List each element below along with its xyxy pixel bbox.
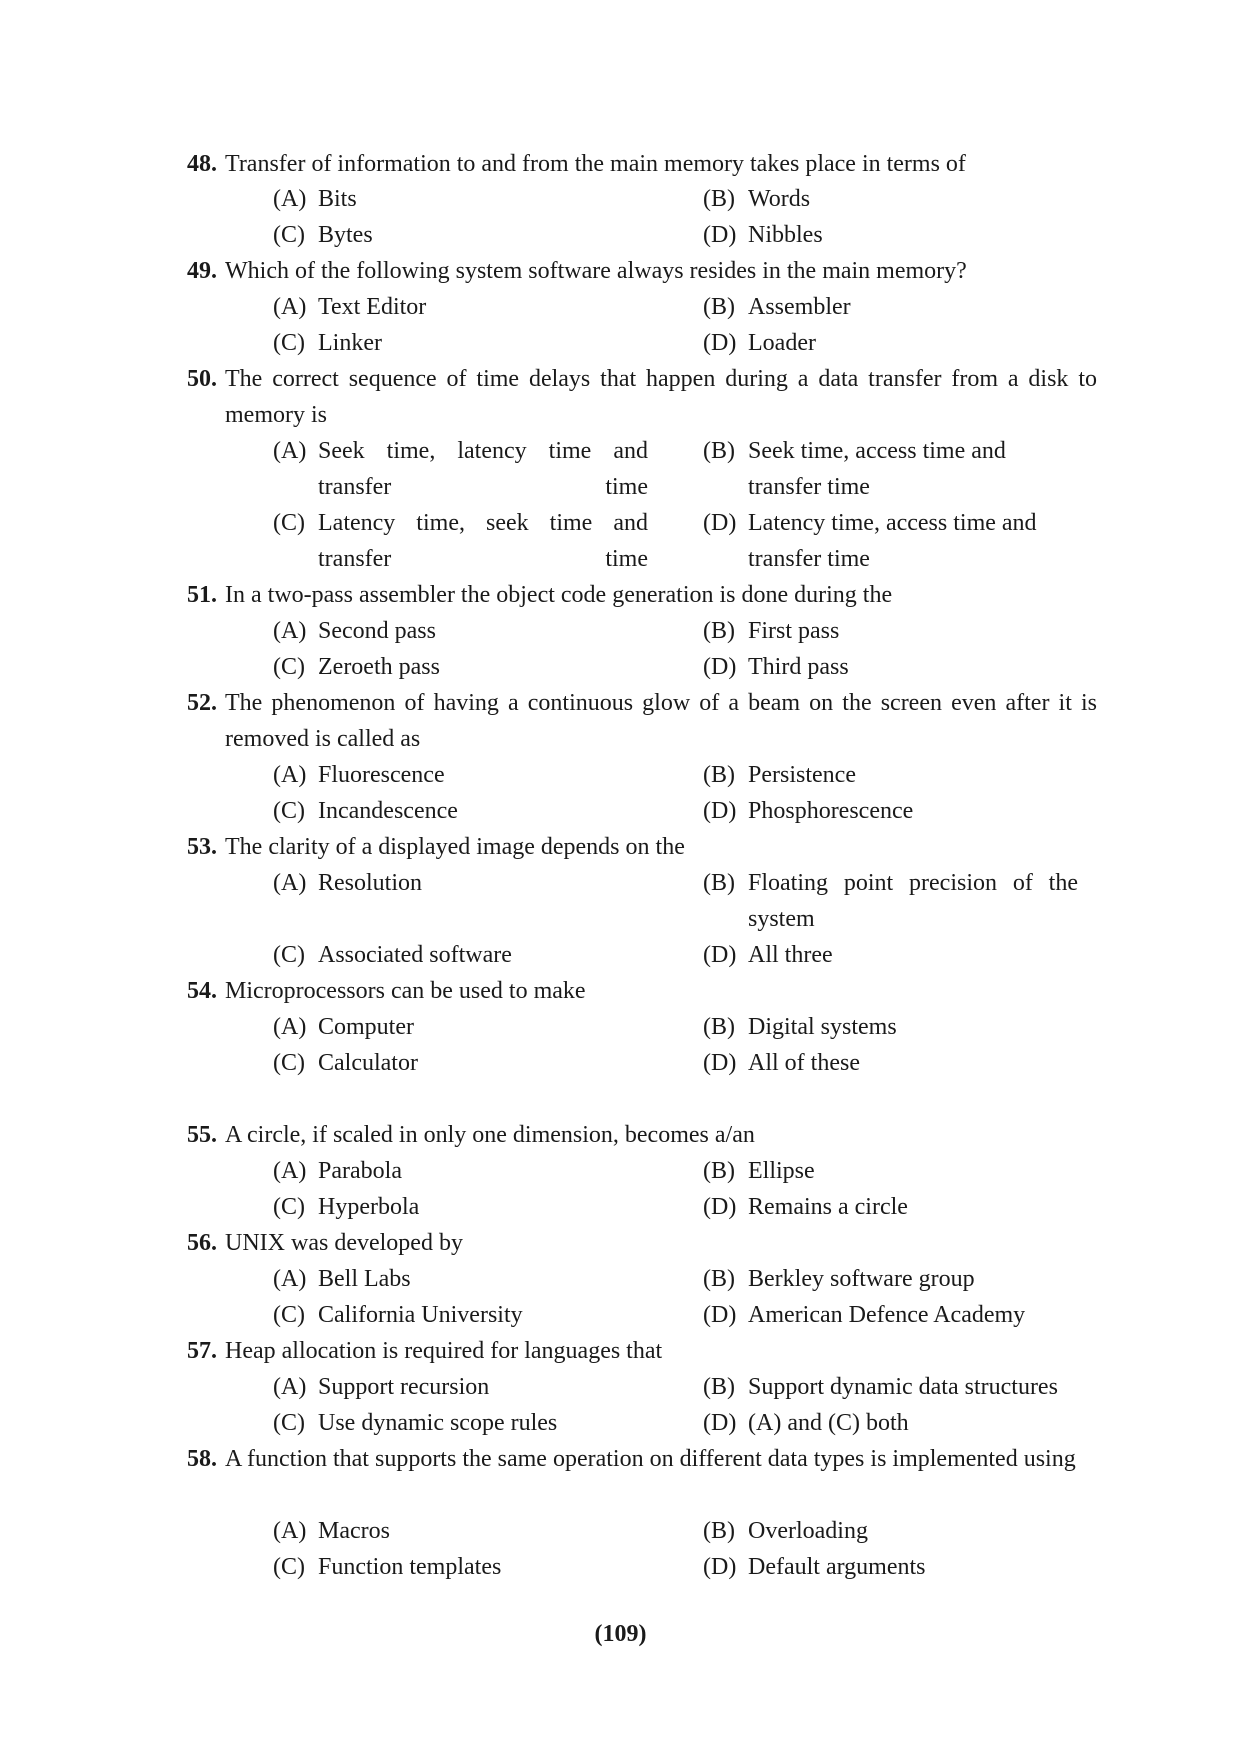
option-text: Phosphorescence — [748, 798, 914, 824]
option-letter: (C) — [273, 510, 305, 536]
question-text: The clarity of a displayed image depends on the — [225, 834, 685, 860]
option-text: Words — [748, 186, 811, 212]
question-number: 58. — [187, 1446, 217, 1472]
question-number: 56. — [187, 1230, 217, 1256]
option-text: Bytes — [318, 222, 373, 248]
question-number: 53. — [187, 834, 217, 860]
option-text: Linker — [318, 330, 382, 356]
option-letter: (B) — [703, 618, 735, 644]
option-text: Calculator — [318, 1050, 418, 1076]
option-text: Second pass — [318, 618, 436, 644]
option-letter: (C) — [273, 1194, 305, 1220]
question-number: 55. — [187, 1122, 217, 1148]
option-letter: (D) — [703, 1302, 737, 1328]
option-text: Remains a circle — [748, 1194, 908, 1220]
question-stem — [187, 685, 1097, 757]
question-number: 51. — [187, 582, 217, 608]
question-text: Which of the following system software always resides in the main memory? — [225, 258, 967, 284]
option-letter: (D) — [703, 1554, 737, 1580]
question-number: 54. — [187, 978, 217, 1004]
option-letter: (D) — [703, 654, 737, 680]
option-text: American Defence Academy — [748, 1302, 1026, 1328]
option-text: Hyperbola — [318, 1194, 420, 1220]
option-letter: (B) — [703, 438, 735, 464]
option-text: First pass — [748, 618, 840, 644]
question-number: 48. — [187, 151, 217, 177]
option-letter: (C) — [273, 654, 305, 680]
option-letter: (D) — [703, 330, 737, 356]
option-letter: (D) — [703, 222, 737, 248]
option-letter: (B) — [703, 186, 735, 212]
option-text: Support recursion — [318, 1374, 490, 1400]
option-text: Fluorescence — [318, 762, 445, 788]
option-text: Ellipse — [748, 1158, 815, 1184]
question-text: Heap allocation is required for languages that — [225, 1338, 663, 1364]
option-letter: (C) — [273, 1554, 305, 1580]
option-text: Associated software — [318, 942, 512, 968]
option-letter: (B) — [703, 1518, 735, 1544]
option-text: Floating point precision of the system — [748, 870, 1078, 932]
option-text: Overloading — [748, 1518, 868, 1544]
option-letter: (C) — [273, 1302, 305, 1328]
option-letter: (A) — [273, 762, 307, 788]
option-letter: (D) — [703, 1050, 737, 1076]
option-text: (A) and (C) both — [748, 1410, 909, 1436]
option-letter: (A) — [273, 870, 307, 896]
option-letter: (A) — [273, 438, 307, 464]
option-text: Parabola — [318, 1158, 402, 1184]
question-text: In a two-pass assembler the object code generation is done during the — [225, 582, 893, 608]
question-number: 50. — [187, 366, 217, 392]
option-letter: (B) — [703, 1158, 735, 1184]
page-number: (109) — [594, 1621, 647, 1647]
option-text: Computer — [318, 1014, 414, 1040]
option-text: Resolution — [318, 870, 423, 896]
option-letter: (B) — [703, 870, 735, 896]
question-number: 52. — [187, 690, 217, 716]
option-letter: (D) — [703, 1410, 737, 1436]
question-text: A function that supports the same operation on different data types is implemented using — [225, 1446, 1076, 1472]
option-text: Text Editor — [318, 294, 427, 320]
option-text: Seek time, access time and transfer time — [748, 438, 1006, 500]
option-letter: (A) — [273, 1266, 307, 1292]
option-text: Bits — [318, 186, 357, 212]
option-text: Berkley software group — [748, 1266, 975, 1292]
option-text: All of these — [748, 1050, 860, 1076]
option-text: Seek time, latency time and transfer time — [318, 438, 648, 500]
option-letter: (C) — [273, 1410, 305, 1436]
question-text: UNIX was developed by — [225, 1230, 463, 1256]
option-text: Persistence — [748, 762, 856, 788]
option-letter: (B) — [703, 294, 735, 320]
question-number: 49. — [187, 258, 217, 284]
option-letter: (C) — [273, 222, 305, 248]
option-letter: (B) — [703, 1266, 735, 1292]
option-letter: (A) — [273, 618, 307, 644]
option-letter: (C) — [273, 1050, 305, 1076]
option-text: Third pass — [748, 654, 849, 680]
question-text: The correct sequence of time delays that happen during a data transfer from a disk to memory is — [225, 366, 1097, 428]
question-number: 57. — [187, 1338, 217, 1364]
option-text: Loader — [748, 330, 816, 356]
option-text: Latency time, seek time and transfer time — [318, 510, 648, 572]
option-letter: (D) — [703, 942, 737, 968]
option-letter: (A) — [273, 294, 307, 320]
option-letter: (A) — [273, 186, 307, 212]
option-letter: (C) — [273, 798, 305, 824]
option-text: Default arguments — [748, 1554, 926, 1580]
option-text: Support dynamic data structures — [748, 1374, 1058, 1400]
option-text: Macros — [318, 1518, 390, 1544]
option-text: Assembler — [748, 294, 851, 320]
question-text: Microprocessors can be used to make — [225, 978, 586, 1004]
option-letter: (A) — [273, 1374, 307, 1400]
option-letter: (D) — [703, 510, 737, 536]
option-text: Nibbles — [748, 222, 823, 248]
option-letter: (C) — [273, 942, 305, 968]
option-letter: (A) — [273, 1518, 307, 1544]
option-text: Zeroeth pass — [318, 654, 440, 680]
question-stem — [187, 1441, 1097, 1513]
option-text: Use dynamic scope rules — [318, 1410, 558, 1436]
option-text: Bell Labs — [318, 1266, 411, 1292]
question-text: A circle, if scaled in only one dimension, becomes a/an — [225, 1122, 755, 1148]
option-letter: (B) — [703, 1374, 735, 1400]
option-text: Incandescence — [318, 798, 458, 824]
option-letter: (A) — [273, 1158, 307, 1184]
question-text: The phenomenon of having a continuous glow of a beam on the screen even after it is removed is called as — [225, 690, 1097, 752]
question-stem — [187, 361, 1097, 433]
question-text: Transfer of information to and from the main memory takes place in terms of — [225, 151, 966, 177]
option-letter: (B) — [703, 1014, 735, 1040]
option-text: All three — [748, 942, 833, 968]
option-letter: (C) — [273, 330, 305, 356]
option-text: California University — [318, 1302, 523, 1328]
option-text: Function templates — [318, 1554, 502, 1580]
option-letter: (B) — [703, 762, 735, 788]
option-text: Latency time, access time and transfer time — [748, 510, 1037, 572]
option-text: Digital systems — [748, 1014, 897, 1040]
option-letter: (D) — [703, 798, 737, 824]
option-letter: (A) — [273, 1014, 307, 1040]
option-letter: (D) — [703, 1194, 737, 1220]
